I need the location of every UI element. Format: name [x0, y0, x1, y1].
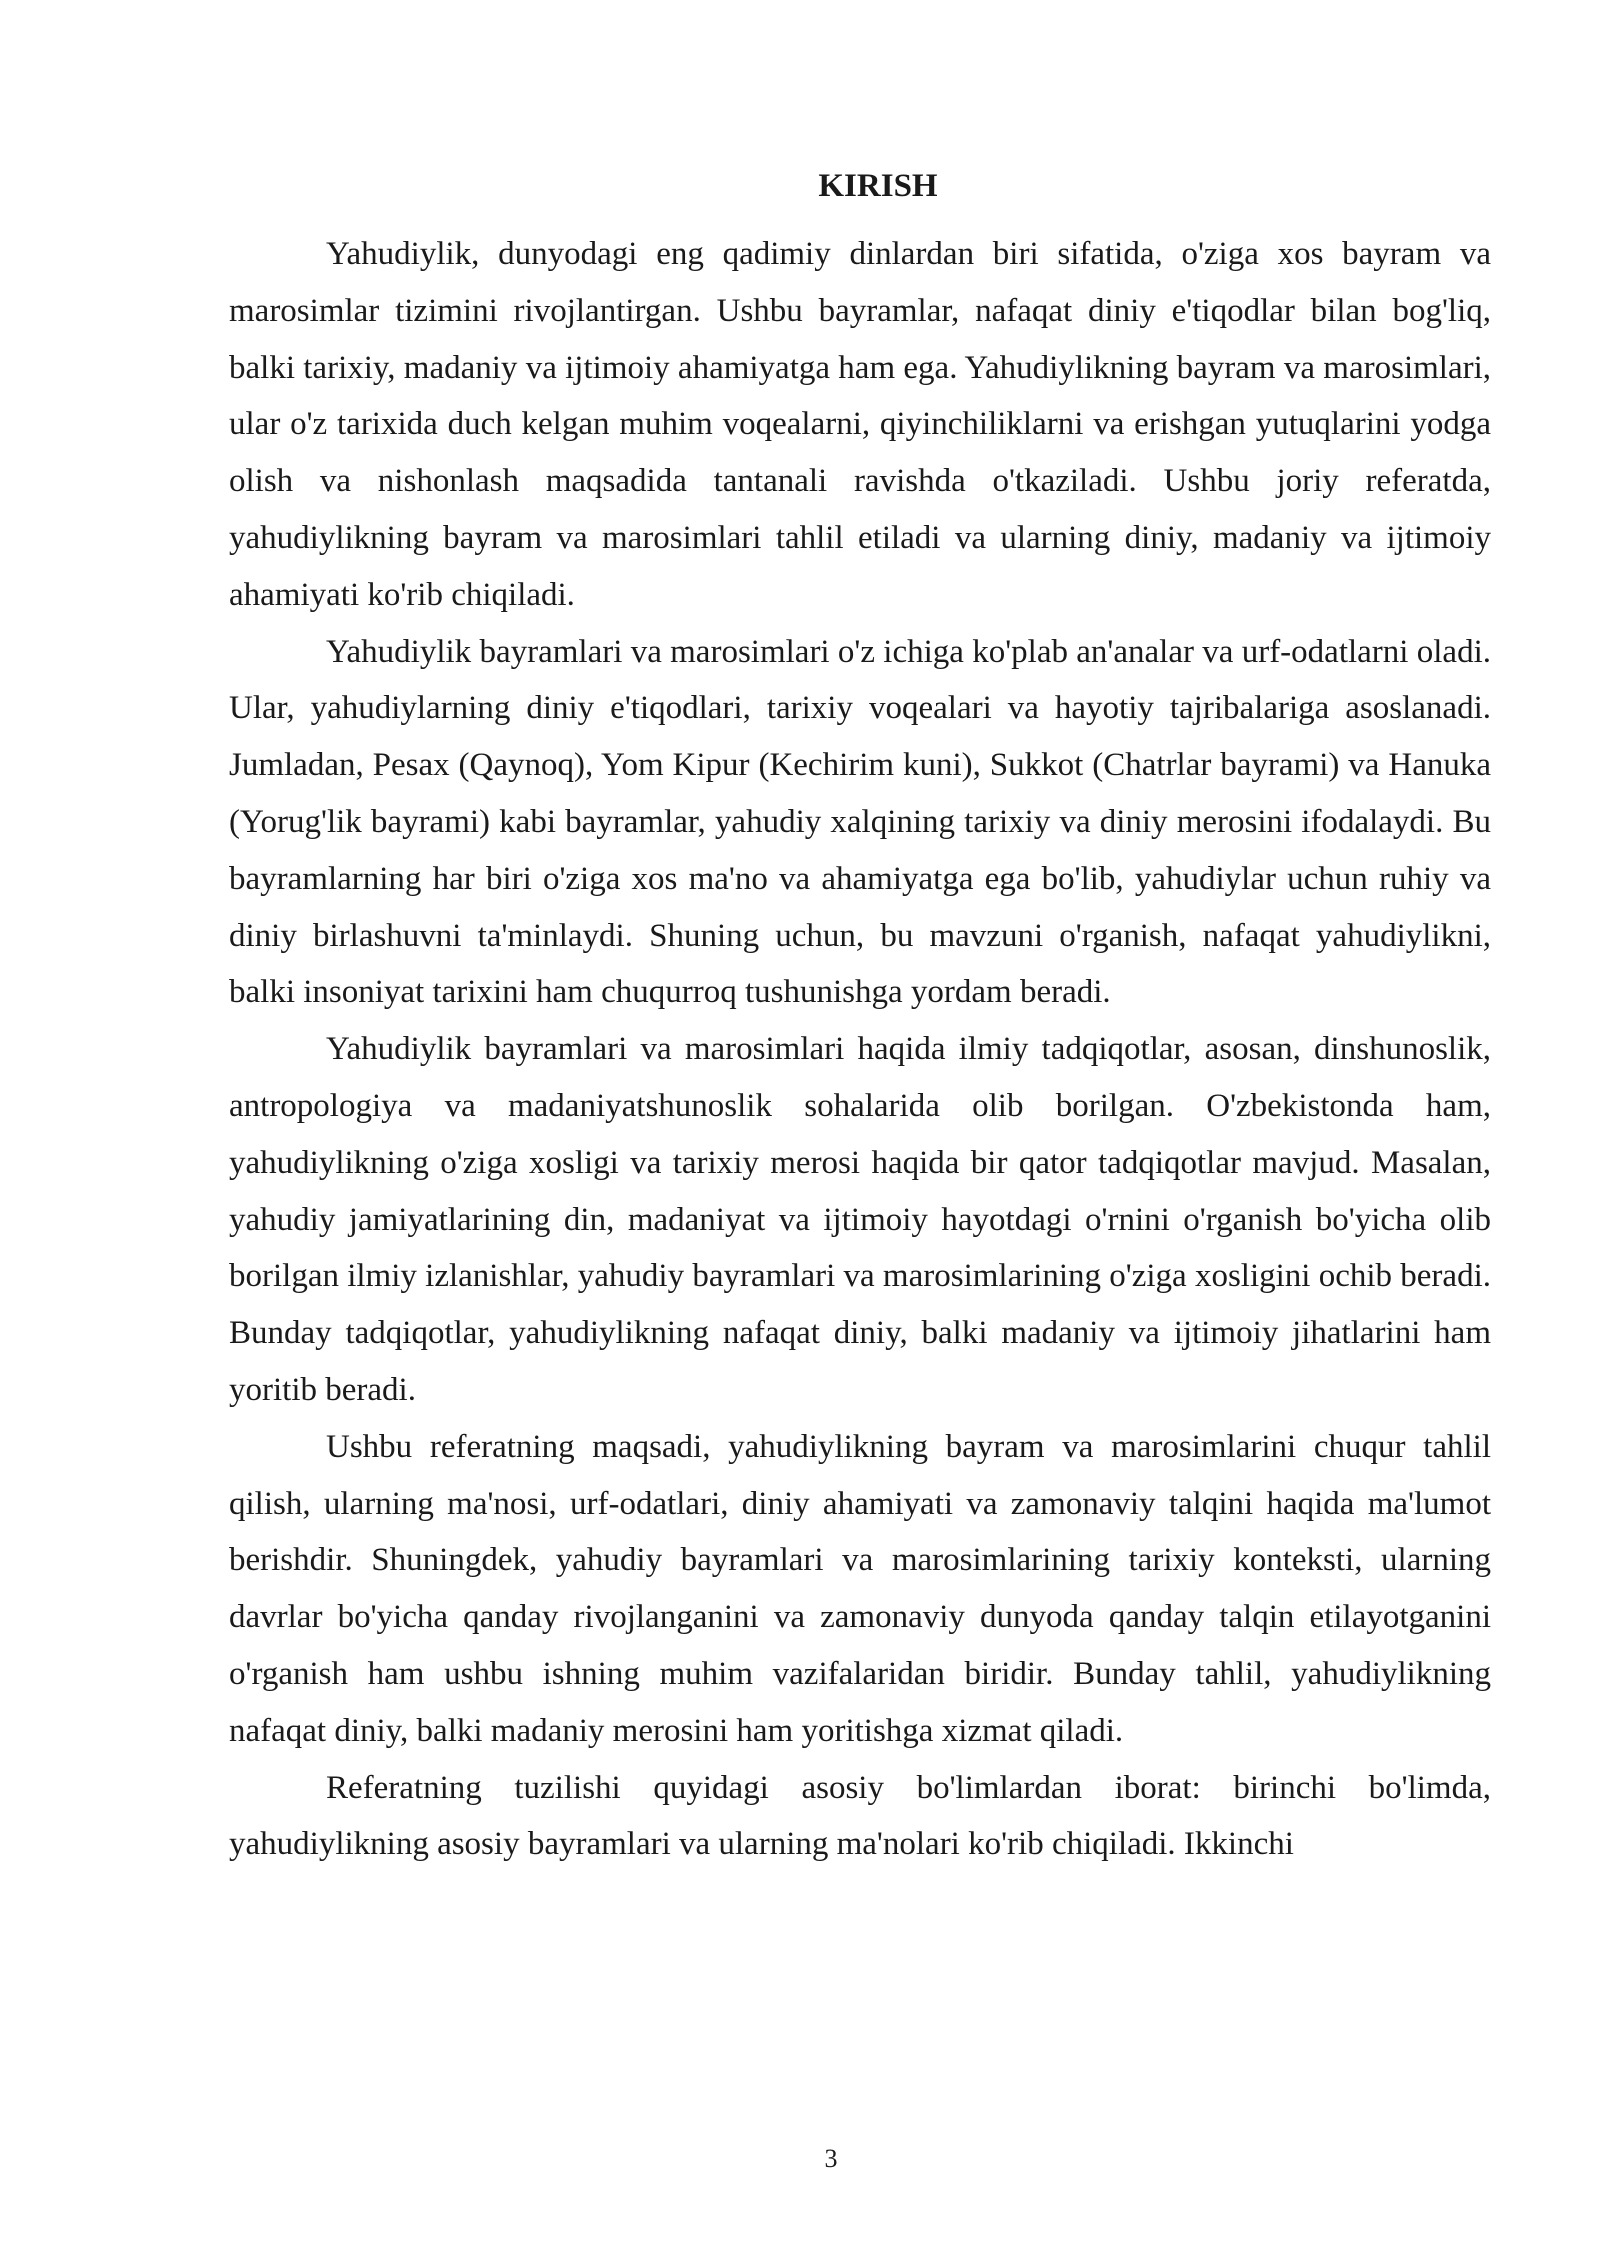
- page-number: 3: [824, 2144, 838, 2173]
- paragraph-5: Referatning tuzilishi quyidagi asosiy bo'limlardan iborat: birinchi bo'limda, yahudiylikning asosiy bayramlari va ularning ma'nolari ko'rib chiqiladi. Ikkinchi: [229, 1769, 1491, 1863]
- paragraph-3: Yahudiylik bayramlari va marosimlari haqida ilmiy tadqiqotlar, asosan, dinshunoslik, antropologiya va madaniyatshunoslik sohalarida olib borilgan. O'zbekistonda ham, yahudiylikning o'ziga xosligi va tarixiy merosi haqida bir qator tadqiqotlar mavjud. Masalan, yahudiy jamiyatlarining din, madaniyat va ijtimoiy hayotdagi o'rnini o'rganish bo'yicha olib borilgan ilmiy izlanishlar, yahudiy bayramlari va marosimlarining o'ziga xosligini ochib beradi. Bunday tadqiqotlar, yahudiylikning nafaqat diniy, balki madaniy va ijtimoiy jihatlarini ham yoritib beradi.: [229, 1031, 1491, 1408]
- document-page: [229, 160, 1491, 1873]
- page-title: KIRISH: [818, 168, 938, 204]
- paragraph-2: Yahudiylik bayramlari va marosimlari o'z ichiga ko'plab an'analar va urf-odatlarni oladi. Ular, yahudiylarning diniy e'tiqodlari, tarixiy voqealari va hayotiy tajribalariga asoslanadi. Jumladan, Pesax (Qaynoq), Yom Kipur (Kechirim kuni), Sukkot (Chatrlar bayrami) va Hanuka (Yorug'lik bayrami) kabi bayramlar, yahudiy xalqining tarixiy va diniy merosini ifodalaydi. Bu bayramlarning har biri o'ziga xos ma'no va ahamiyatga ega bo'lib, yahudiylar uchun ruhiy va diniy birlashuvni ta'minlaydi. Shuning uchun, bu mavzuni o'rganish, nafaqat yahudiylikni, balki insoniyat tarixini ham chuqurroq tushunishga yordam beradi.: [229, 633, 1491, 1011]
- paragraph-4: Ushbu referatning maqsadi, yahudiylikning bayram va marosimlarini chuqur tahlil qilish, ularning ma'nosi, urf-odatlari, diniy ahamiyati va zamonaviy talqini haqida ma'lumot berishdir. Shuningdek, yahudiy bayramlari va marosimlarining tarixiy konteksti, ularning davrlar bo'yicha qanday rivojlanganini va zamonaviy dunyoda qanday talqin etilayotganini o'rganish ham ushbu ishning muhim vazifalaridan biridir. Bunday tahlil, yahudiylikning nafaqat diniy, balki madaniy merosini ham yoritishga xizmat qiladi.: [229, 1428, 1491, 1749]
- paragraph-1: Yahudiylik, dunyodagi eng qadimiy dinlardan biri sifatida, o'ziga xos bayram va marosimlar tizimini rivojlantirgan. Ushbu bayramlar, nafaqat diniy e'tiqodlar bilan bog'liq, balki tarixiy, madaniy va ijtimoiy ahamiyatga ham ega. Yahudiylikning bayram va marosimlari, ular o'z tarixida duch kelgan muhim voqealarni, qiyinchiliklarni va erishgan yutuqlarini yodga olish va nishonlash maqsadida tantanali ravishda o'tkaziladi. Ushbu joriy referatda, yahudiylikning bayram va marosimlari tahlil etiladi va ularning diniy, madaniy va ijtimoiy ahamiyati ko'rib chiqiladi.: [229, 236, 1491, 613]
